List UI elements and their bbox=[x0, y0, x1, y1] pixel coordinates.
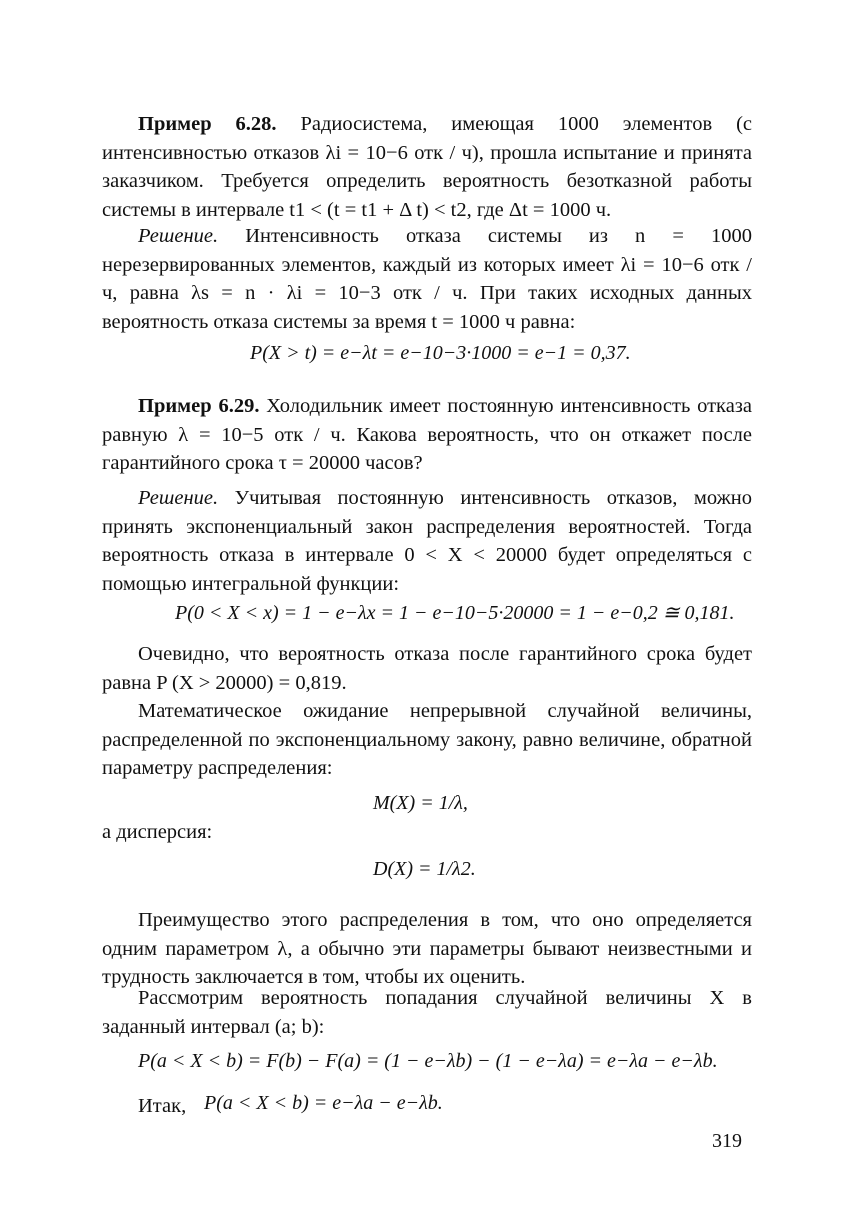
example-6-29 bbox=[102, 392, 752, 478]
paragraph-3: Преимущество этого распределения в том, что оно определяется одним параметром λ, а обычно эти параметры бывают неизвестными и трудность заключается в том, чтобы их оценить. bbox=[102, 909, 752, 989]
example-text: Радиосистема, имеющая 1000 элементов (с интенсивностью отказов λi = 10−6 отк / ч), прошла испытание и принята заказчиком. Требуется определить вероятность безотказной работы системы в интервале t1 < (t = t1 + Δ t) < t2, где Δt = 1000 ч. bbox=[102, 113, 752, 221]
dispersion-label: а дисперсия: bbox=[102, 821, 213, 843]
example-label: Пример 6.28. bbox=[138, 113, 277, 135]
equation-2: P(0 < X < x) = 1 − e−λx = 1 − e−10−5·20000 = 1 − e−0,2 ≅ 0,181. bbox=[175, 602, 735, 624]
paragraph-4: Рассмотрим вероятность попадания случайной величины X в заданный интервал (a; b): bbox=[102, 987, 752, 1038]
solution-label: Решение. bbox=[138, 487, 219, 509]
example-label: Пример 6.29. bbox=[138, 395, 260, 417]
solution-text: Учитывая постоянную интенсивность отказов, можно принять экспоненциальный закон распределения вероятностей. Тогда вероятность отказа в интервале 0 < X < 20000 будет определяться с помощью интегральной функции: bbox=[102, 487, 753, 595]
paragraph-2: Математическое ожидание непрерывной случайной величины, распределенной по экспоненциальному закону, равно величине, обратной параметру распределения: bbox=[102, 700, 752, 780]
equation-4: D(X) = 1/λ2. bbox=[373, 858, 476, 880]
equation-1: P(X > t) = e−λt = e−10−3·1000 = e−1 = 0,37. bbox=[250, 342, 631, 364]
example-6-28 bbox=[102, 110, 752, 224]
solution-6-29 bbox=[102, 484, 752, 598]
equation-3: M(X) = 1/λ, bbox=[373, 792, 468, 814]
solution-label: Решение. bbox=[138, 225, 219, 247]
paragraph-1: Очевидно, что вероятность отказа после гарантийного срока будет равна P (X > 20000) = 0,819. bbox=[102, 643, 752, 694]
page-number: 319 bbox=[712, 1130, 742, 1152]
example-text: Холодильник имеет постоянную интенсивность отказа равную λ = 10−5 отк / ч. Какова вероятность, что он откажет после гарантийного срока τ = 20000 часов? bbox=[102, 395, 753, 475]
equation-6: P(a < X < b) = e−λa − e−λb. bbox=[204, 1092, 443, 1114]
equation-5: P(a < X < b) = F(b) − F(a) = (1 − e−λb) − (1 − e−λa) = e−λa − e−λb. bbox=[138, 1050, 718, 1072]
solution-text: Интенсивность отказа системы из n = 1000 нерезервированных элементов, каждый из которых имеет λi = 10−6 отк / ч, равна λs = n · λi = 10−3 отк / ч. При таких исходных данных вероятность отказа системы за время t = 1000 ч равна: bbox=[102, 225, 753, 333]
solution-6-28 bbox=[102, 222, 752, 336]
itak-label: Итак, bbox=[138, 1095, 187, 1117]
